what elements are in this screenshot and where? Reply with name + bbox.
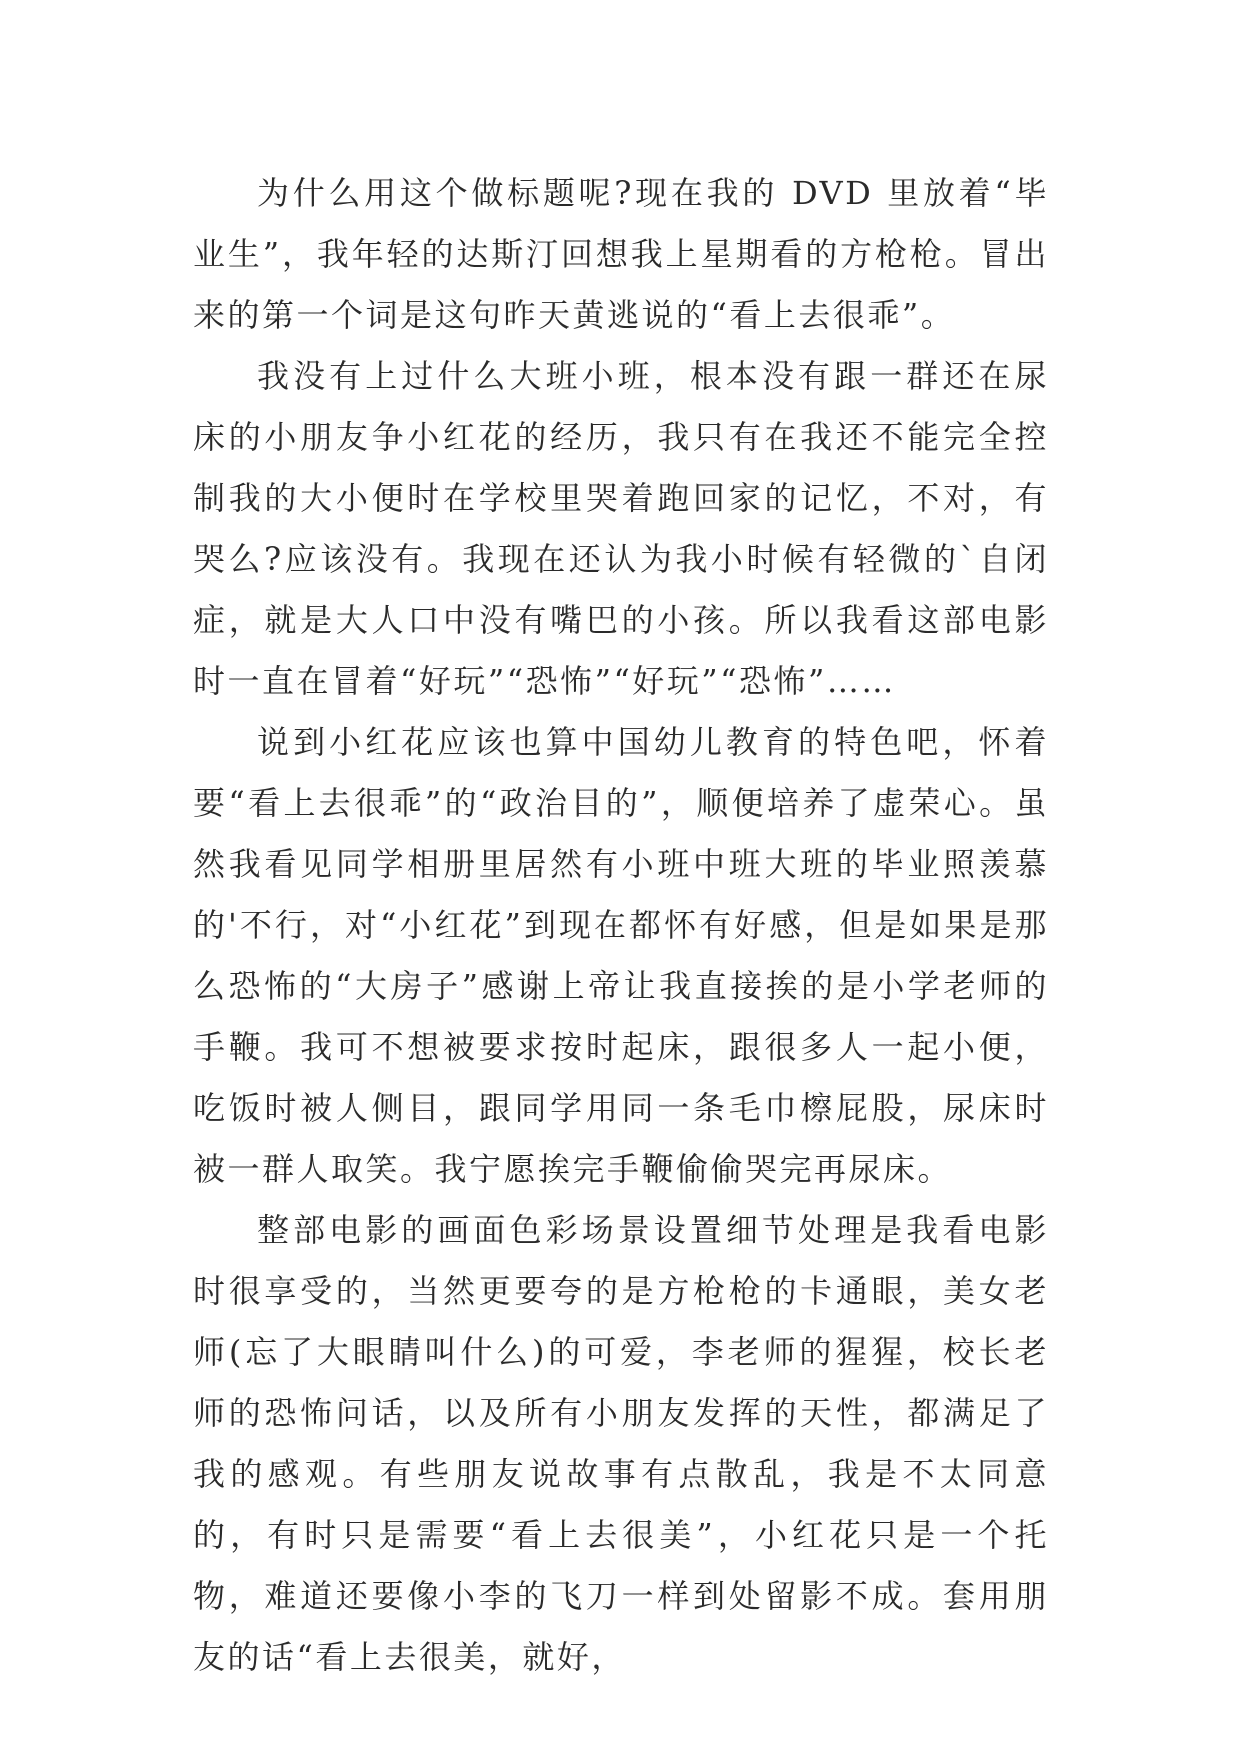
paragraph-1: 为什么用这个做标题呢?现在我的 DVD 里放着“毕业生”，我年轻的达斯汀回想我上星期看的方枪枪。冒出来的第一个词是这句昨天黄逃说的“看上去很乖”。	[193, 174, 1049, 334]
paragraph-2: 我没有上过什么大班小班，根本没有跟一群还在尿床的小朋友争小红花的经历，我只有在我还不能完全控制我的大小便时在学校里哭着跑回家的记忆，不对，有哭么?应该没有。我现在还认为我小时候有轻微的`自闭症，就是大人口中没有嘴巴的小孩。所以我看这部电影时一直在冒着“好玩”“恐怖”“好玩”“恐怖”……	[193, 357, 1049, 700]
article-body	[193, 163, 1049, 1688]
paragraph-3: 说到小红花应该也算中国幼儿教育的特色吧，怀着要“看上去很乖”的“政治目的”，顺便培养了虚荣心。虽然我看见同学相册里居然有小班中班大班的毕业照羡慕的'不行，对“小红花”到现在都怀有好感，但是如果是那么恐怖的“大房子”感谢上帝让我直接挨的是小学老师的手鞭。我可不想被要求按时起床，跟很多人一起小便，吃饭时被人侧目，跟同学用同一条毛巾檫屁股，尿床时被一群人取笑。我宁愿挨完手鞭偷偷哭完再尿床。	[193, 723, 1049, 1188]
paragraph-4: 整部电影的画面色彩场景设置细节处理是我看电影时很享受的，当然更要夸的是方枪枪的卡通眼，美女老师(忘了大眼睛叫什么)的可爱，李老师的猩猩，校长老师的恐怖问话，以及所有小朋友发挥的天性，都满足了我的感观。有些朋友说故事有点散乱，我是不太同意的，有时只是需要“看上去很美”，小红花只是一个托物，难道还要像小李的飞刀一样到处留影不成。套用朋友的话“看上去很美，就好，	[193, 1211, 1049, 1676]
